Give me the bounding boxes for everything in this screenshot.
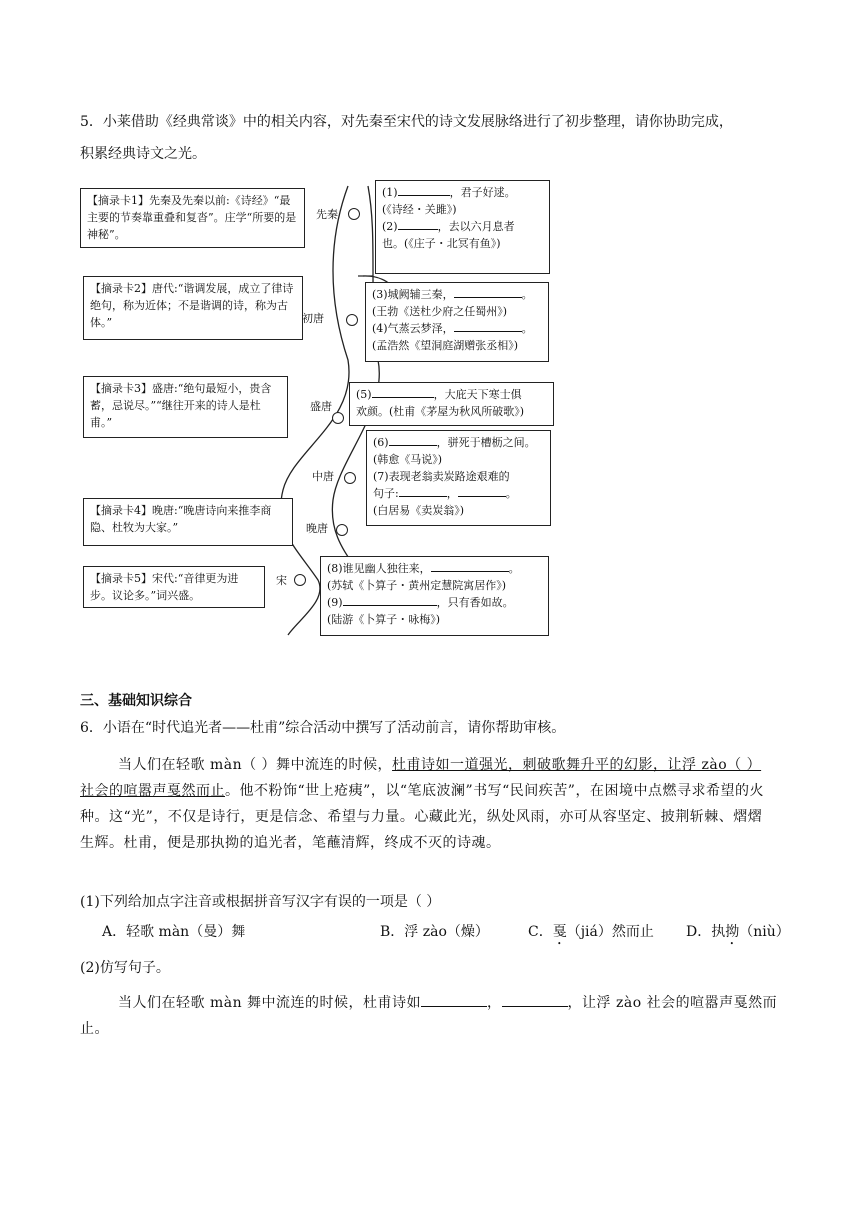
period-zhongtang: 中唐	[312, 470, 334, 483]
q6-intro: 6．小语在“时代追光者——杜甫”综合活动中撰写了活动前言，请你帮助审核。	[80, 720, 566, 736]
fill-blank[interactable]	[398, 195, 450, 196]
blank-label: (6)	[373, 436, 389, 449]
blank-label: (5)	[356, 388, 372, 401]
q5-line2: 积累经典诗文之光。	[80, 146, 206, 162]
fill-blank[interactable]	[454, 297, 522, 298]
fill-blank[interactable]	[399, 496, 447, 497]
prompt-text: 当人们在轻歌 màn 舞中流连的时候，杜甫诗如	[118, 995, 422, 1011]
excerpt-card-3: 【摘录卡3】盛唐:“绝句最短小，贵含蓄，忌说尽。”“继往开来的诗人是杜甫。”	[83, 376, 288, 438]
blank-label: (1)	[382, 186, 398, 199]
excerpt-card-4: 【摘录卡4】晚唐:“晚唐诗向来推李商隐、杜牧为大家。”	[83, 498, 293, 546]
answer-text: 。	[521, 322, 533, 335]
period-marker	[344, 472, 356, 484]
fill-blank[interactable]	[431, 571, 509, 572]
dotted-character: 戛	[552, 924, 567, 940]
answer-text: 句子:	[373, 487, 399, 500]
blank-label: (9)	[327, 596, 343, 609]
answer-box-xianqin	[375, 180, 550, 274]
answer-box-zhongtang	[366, 430, 551, 526]
excerpt-card-1: 【摘录卡1】先秦及先秦以前:《诗经》“最主要的节奏靠重叠和复沓”。庄学“所要的是神秘”。	[80, 188, 305, 248]
option-a[interactable]	[102, 922, 245, 942]
fill-blank[interactable]	[372, 397, 434, 398]
option-c[interactable]	[528, 922, 654, 948]
period-marker	[294, 574, 306, 586]
period-marker	[332, 412, 344, 424]
answer-source: (白居易《卖炭翁》)	[373, 504, 465, 517]
answer-text: ，只有香如故。	[436, 596, 514, 609]
answer-source: (苏轼《卜算子・黄州定慧院寓居作》)	[327, 579, 507, 592]
answer-text: ，	[446, 487, 458, 500]
excerpt-card-5: 【摘录卡5】宋代:“音律更为进步。议论多。”词兴盛。	[83, 566, 265, 608]
answer-text: (3)城阙辅三秦，	[372, 288, 454, 301]
period-marker	[346, 314, 358, 326]
answer-source: (《诗经・关雎》)	[382, 203, 457, 216]
answer-text: 。	[508, 562, 520, 575]
answer-text: 。	[521, 288, 533, 301]
prompt-text: ，	[487, 995, 502, 1011]
option-text: 曼	[203, 924, 218, 940]
option-text: A．轻歌 màn（	[102, 924, 204, 940]
passage-text: 种。这“光”，不仅是诗行，更是信念、希望与力量。心藏此光，纵处风雨，亦可从容坚定、披荆斩棘、熠熠	[80, 809, 763, 825]
period-xianqin: 先秦	[316, 208, 338, 221]
option-b[interactable]	[380, 922, 489, 942]
option-text: B．浮 zào（	[380, 924, 461, 940]
answer-text: (8)谁见幽人独往来，	[327, 562, 431, 575]
fill-blank[interactable]	[454, 331, 522, 332]
answer-text: ，骈死于槽枥之间。	[436, 436, 536, 449]
q6-sub2-stem: (2)仿写句子。	[80, 960, 170, 976]
answer-source: (韩愈《马说》)	[373, 453, 443, 466]
fill-blank[interactable]	[458, 496, 506, 497]
answer-source: (陆游《卜算子・咏梅》)	[327, 613, 441, 626]
period-song: 宋	[276, 574, 287, 587]
period-shengtang: 盛唐	[310, 400, 332, 413]
answer-text: ，君子好逑。	[449, 186, 516, 199]
timeline-diagram	[78, 180, 558, 640]
answer-text: 也。(《庄子・北冥有鱼》)	[382, 237, 501, 250]
q5-line1: 5．小莱借助《经典常谈》中的相关内容，对先秦至宋代的诗文发展脉络进行了初步整理，请你协助完成，	[80, 114, 733, 130]
answer-box-shengtang	[349, 382, 554, 426]
prompt-text: 止。	[80, 1021, 109, 1037]
period-marker	[336, 524, 348, 536]
option-d[interactable]	[686, 922, 790, 948]
period-chutang: 初唐	[302, 312, 324, 325]
excerpt-card-2: 【摘录卡2】唐代:“谐调发展，成立了律诗绝句，称为近体；不是谐调的诗，称为古体。”	[83, 276, 303, 340]
answer-text: ，大庇天下寒士俱	[433, 388, 522, 401]
fill-blank[interactable]	[398, 229, 438, 230]
fill-blank[interactable]	[502, 1006, 568, 1007]
answer-text: 。	[505, 487, 517, 500]
option-text: ）	[474, 924, 489, 940]
option-text: （niù）	[739, 924, 790, 940]
passage-text: 当人们在轻歌 màn（ ）舞中流连的时候，	[118, 757, 393, 773]
answer-source: (孟浩然《望洞庭湖赠张丞相》)	[372, 339, 519, 352]
option-text: D．执	[686, 924, 726, 940]
period-marker	[348, 208, 360, 220]
passage-text: 生辉。杜甫，便是那执拗的追光者，笔蘸清辉，终成不灭的诗魂。	[80, 835, 501, 851]
option-text: C．	[528, 924, 553, 940]
passage-underlined: 社会的喧嚣声戛然而止	[80, 783, 225, 799]
section-title: 三、基础知识综合	[80, 693, 192, 709]
answer-text: (4)气蒸云梦泽，	[372, 322, 454, 335]
period-wantang: 晚唐	[306, 522, 328, 535]
option-text: ）舞	[217, 924, 246, 940]
fill-blank[interactable]	[421, 1006, 487, 1007]
q6-sub1-stem: (1)下列给加点字注音或根据拼音写汉字有误的一项是（ ）	[80, 894, 441, 910]
answer-source: (王勃《送杜少府之任蜀州》)	[372, 305, 508, 318]
passage-underlined: 杜甫诗如一道强光，刺破歌舞升平的幻影，让浮 zào（ ）	[392, 757, 762, 773]
answer-text: 欢颜。(杜甫《茅屋为秋风所破歌》)	[356, 405, 525, 418]
fill-blank[interactable]	[389, 445, 437, 446]
prompt-text: ，让浮 zào 社会的喧嚣声戛然而	[567, 995, 778, 1011]
answer-box-chutang	[365, 282, 549, 362]
blank-label: (2)	[382, 220, 398, 233]
option-text: 燥	[460, 924, 475, 940]
answer-text: ，去以六月息者	[437, 220, 515, 233]
option-text: （jiá）然而止	[566, 924, 654, 940]
fill-blank[interactable]	[343, 605, 437, 606]
dotted-character: 拗	[725, 924, 740, 940]
answer-box-song	[320, 556, 549, 636]
passage-text: 。他不粉饰“世上疮痍”，以“笔底波澜”书写“民间疾苦”，在困境中点燃寻求希望的火	[225, 783, 764, 799]
q6-passage	[80, 752, 785, 856]
answer-text: (7)表现老翁卖炭路途艰难的	[373, 470, 510, 483]
q6-sub2-prompt	[80, 990, 785, 1042]
